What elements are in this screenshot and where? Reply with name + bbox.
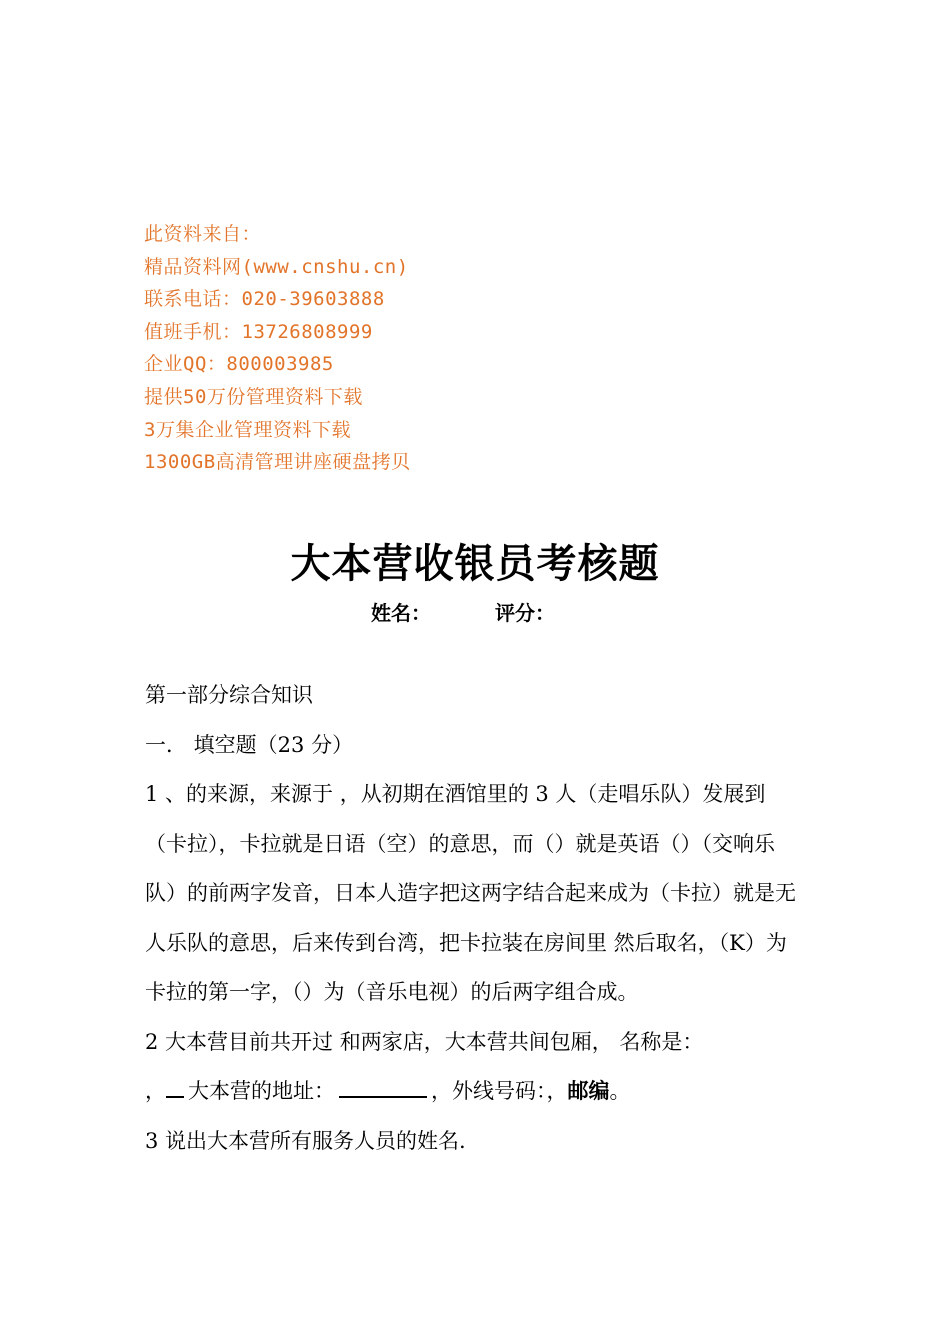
- source-line-mobile: 值班手机：13726808999: [144, 320, 373, 343]
- name-label: 姓名：: [371, 601, 431, 625]
- q2-address-label: 大本营的地址：: [188, 1079, 335, 1103]
- q2-comma: ，: [145, 1079, 166, 1103]
- question-1: 1 、的来源，来源于 ，从初期在酒馆里的 3 人（走唱乐队）发展到（卡拉），卡拉就是日语（空）的意思，而（）就是英语（）（交响乐队）的前两字发音，日本人造字把这两字结合起来成为（卡拉）就是无人乐队的意思，后来传到台湾，把卡拉装在房间里 然后取名，（K）为卡拉的第一字，（）为（音乐电视）的后两字组合成。: [145, 782, 796, 1004]
- q2-phone-label: ，外线号码：，: [431, 1079, 568, 1103]
- q2-end: 。: [609, 1079, 631, 1103]
- source-line-offer-2: 3万集企业管理资料下载: [144, 418, 351, 441]
- question-2-line-2: [145, 1067, 805, 1117]
- source-line-from: 此资料来自：: [144, 223, 262, 245]
- source-info-block: [144, 218, 411, 479]
- source-line-phone: 联系电话：020-39603888: [144, 288, 385, 311]
- address-blank-line: [339, 1074, 427, 1098]
- document-title: 大本营收银员考核题: [290, 541, 660, 587]
- blank-line: [166, 1074, 184, 1098]
- score-label: 评分：: [495, 601, 555, 625]
- source-line-offer-3: 1300GB高清管理讲座硬盘拷贝: [144, 451, 411, 474]
- section-subheading: 一． 填空题（23 分）: [145, 732, 354, 757]
- question-2-line-1: 2 大本营目前共开过 和两家店，大本营共间包厢， 名称是：: [145, 1029, 704, 1054]
- section-heading: 第一部分综合知识: [145, 683, 313, 707]
- q2-postcode-label: 邮编: [567, 1079, 610, 1103]
- source-line-website: 精品资料网(www.cnshu.cn): [144, 255, 409, 278]
- source-line-offer-1: 提供50万份管理资料下载: [144, 385, 363, 408]
- exam-content: [145, 671, 805, 1166]
- source-line-qq: 企业QQ：800003985: [144, 353, 334, 376]
- name-score-line: [371, 598, 555, 628]
- question-3: 3 说出大本营所有服务人员的姓名.: [145, 1128, 466, 1153]
